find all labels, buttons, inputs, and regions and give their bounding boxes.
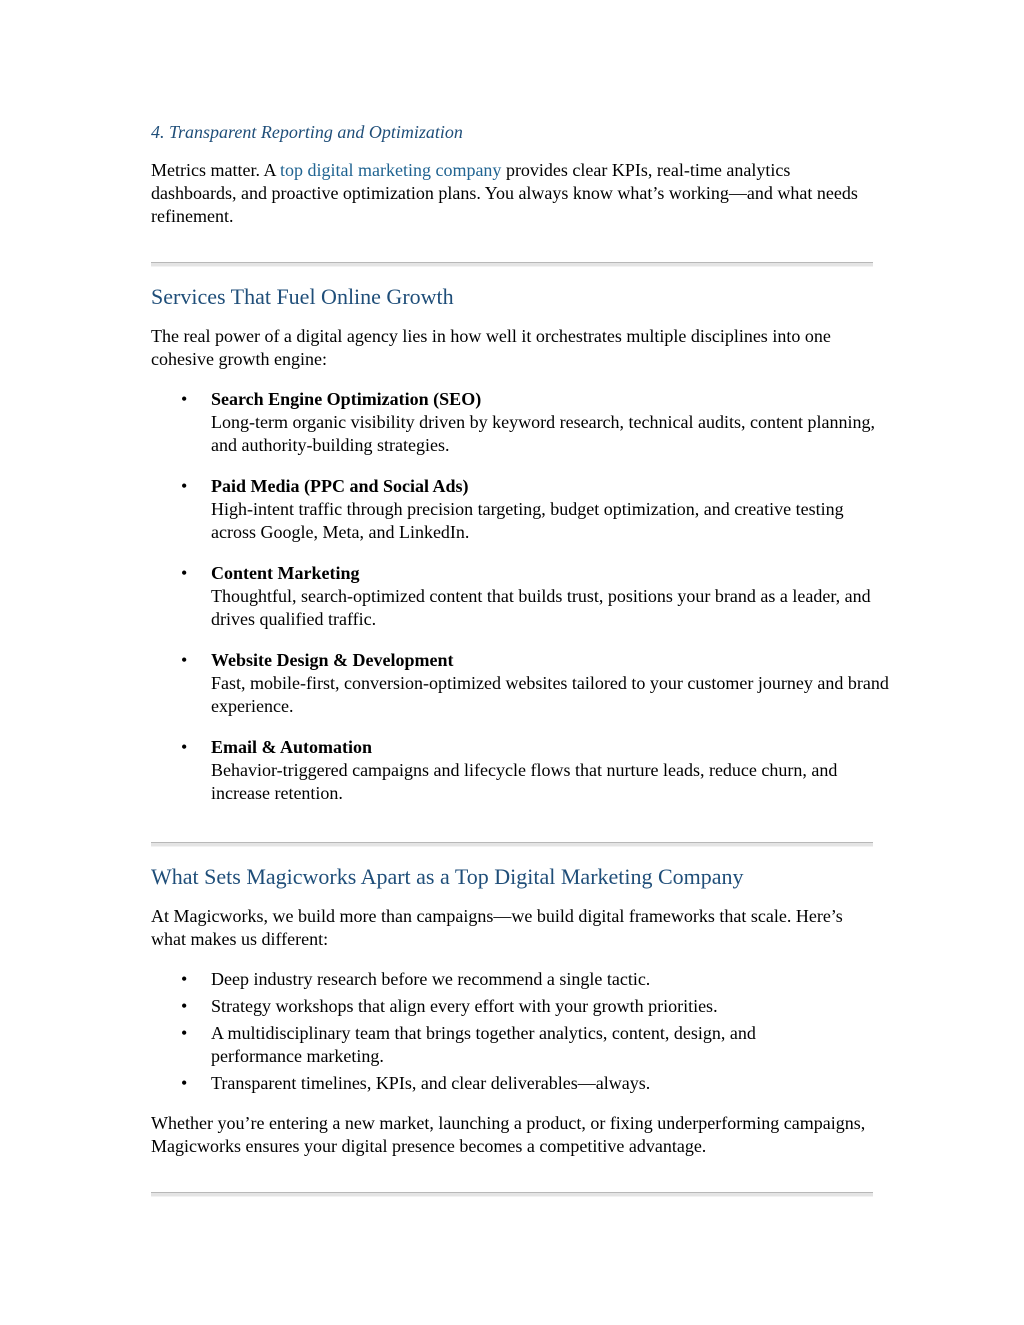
section-subheading: 4. Transparent Reporting and Optimization [151,122,463,142]
differentiator-text: Transparent timelines, KPIs, and clear deliverables—always. [211,1073,651,1093]
list-item [151,995,891,1018]
services-intro: The real power of a digital agency lies in how well it orchestrates multiple disciplines into one cohesive growth engine: [151,326,831,369]
list-item [151,1072,891,1095]
differentiators-list [151,968,891,1099]
differentiator-text: Deep industry research before we recommend a single tactic. [211,969,651,989]
closing-paragraph: Whether you’re entering a new market, launching a product, or fixing underperforming campaigns, Magicworks ensures your digital presence becomes a competitive advantage. [151,1113,866,1156]
differentiator-text: Strategy workshops that align every effort with your growth priorities. [211,996,718,1016]
reporting-text-end: provides clear KPIs, real-time analytics dashboards, and proactive optimization plans. You always know what’s working—and what needs refinement. [151,160,858,226]
bullet-icon: • [181,969,188,989]
list-item [151,475,891,544]
service-title: Website Design & Development [211,650,454,670]
top-company-link[interactable]: top digital marketing company [279,160,502,180]
reporting-text-start: Metrics matter. A [151,160,280,180]
horizontal-divider [151,842,873,847]
reporting-paragraph [151,159,873,228]
differentiator-text: A multidisciplinary team that brings together analytics, content, design, and performance marketing. [211,1023,756,1066]
bullet-icon: • [181,1073,188,1093]
service-title: Email & Automation [211,737,373,757]
bullet-icon: • [181,389,188,409]
service-description: Behavior-triggered campaigns and lifecycle flows that nurture leads, reduce churn, and increase retention. [211,760,838,803]
apart-heading: What Sets Magicworks Apart as a Top Digital Marketing Company [151,864,744,889]
service-description: Thoughtful, search-optimized content that builds trust, positions your brand as a leader, and drives qualified traffic. [211,586,871,629]
bullet-icon: • [181,563,188,583]
service-description: Long-term organic visibility driven by keyword research, technical audits, content planning, and authority-building strategies. [211,412,875,455]
list-item [151,1022,831,1068]
services-list [151,388,891,823]
service-title: Content Marketing [211,563,360,583]
bullet-icon: • [181,737,188,757]
apart-intro: At Magicworks, we build more than campaigns—we build digital frameworks that scale. Here’s what makes us different: [151,906,843,949]
service-title: Search Engine Optimization (SEO) [211,389,482,409]
service-description: Fast, mobile-first, conversion-optimized websites tailored to your customer journey and brand experience. [211,673,889,716]
services-heading: Services That Fuel Online Growth [151,284,454,309]
service-title: Paid Media (PPC and Social Ads) [211,476,469,496]
list-item [151,968,891,991]
bullet-icon: • [181,476,188,496]
horizontal-divider [151,1192,873,1197]
list-item [151,562,891,631]
bullet-icon: • [181,996,188,1016]
list-item [151,649,891,718]
list-item [151,388,891,457]
horizontal-divider [151,262,873,267]
bullet-icon: • [181,1023,188,1043]
bullet-icon: • [181,650,188,670]
service-description: High-intent traffic through precision targeting, budget optimization, and creative testing across Google, Meta, and LinkedIn. [211,499,844,542]
list-item [151,736,891,805]
